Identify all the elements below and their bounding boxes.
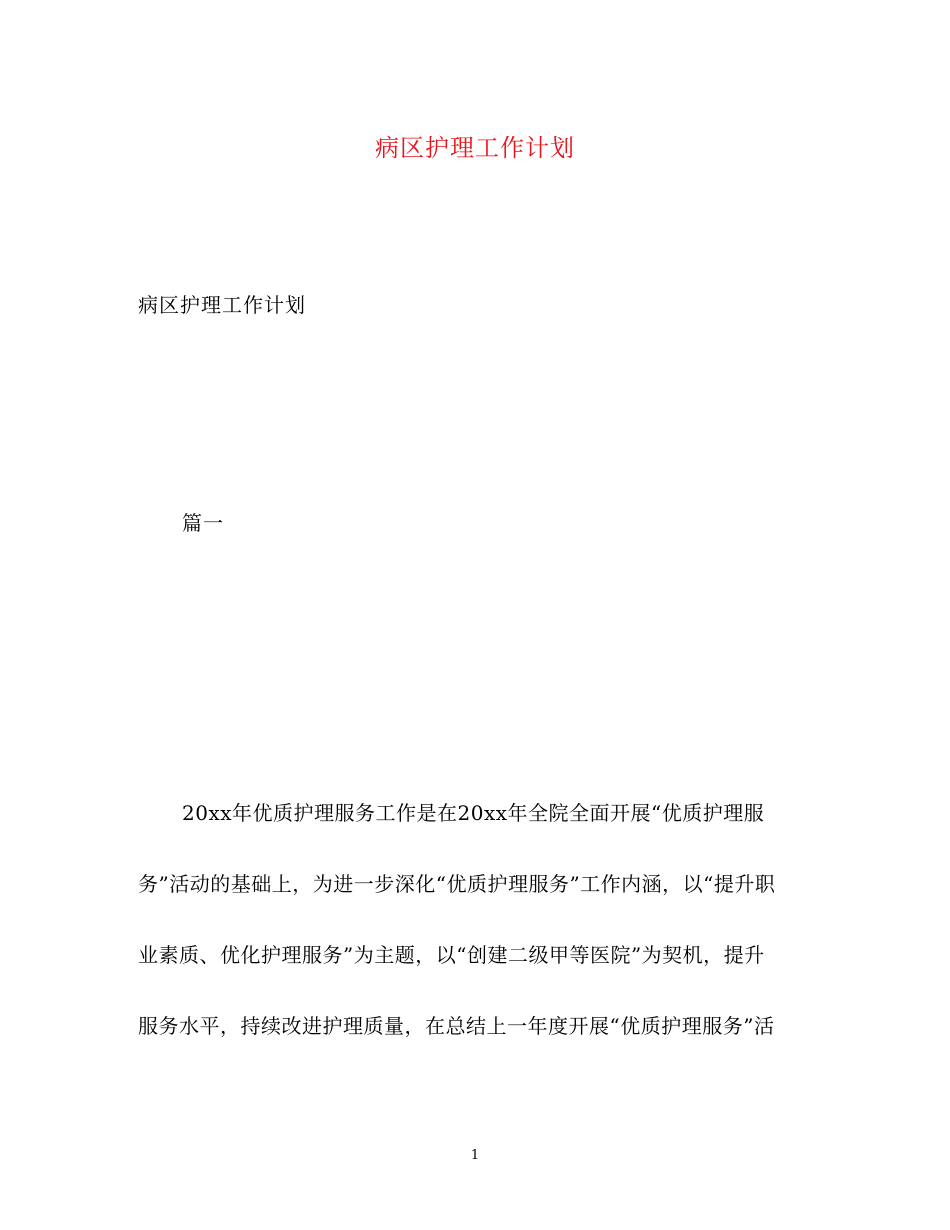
- page-number: 1: [470, 1148, 480, 1163]
- body-line: 务”活动的基础上，为进一步深化“优质护理服务”工作内涵，以“提升职: [138, 872, 776, 896]
- body-line: 业素质、优化护理服务”为主题，以“创建二级甲等医院”为契机，提升: [138, 943, 765, 967]
- document-title: 病区护理工作计划: [375, 134, 575, 162]
- section-label: 篇一: [182, 511, 224, 535]
- body-line: 服务水平，持续改进护理质量，在总结上一年度开展“优质护理服务”活: [138, 1014, 775, 1038]
- document-subheading: 病区护理工作计划: [138, 293, 306, 317]
- body-line: 20xx年优质护理服务工作是在20xx年全院全面开展“优质护理服: [182, 801, 765, 825]
